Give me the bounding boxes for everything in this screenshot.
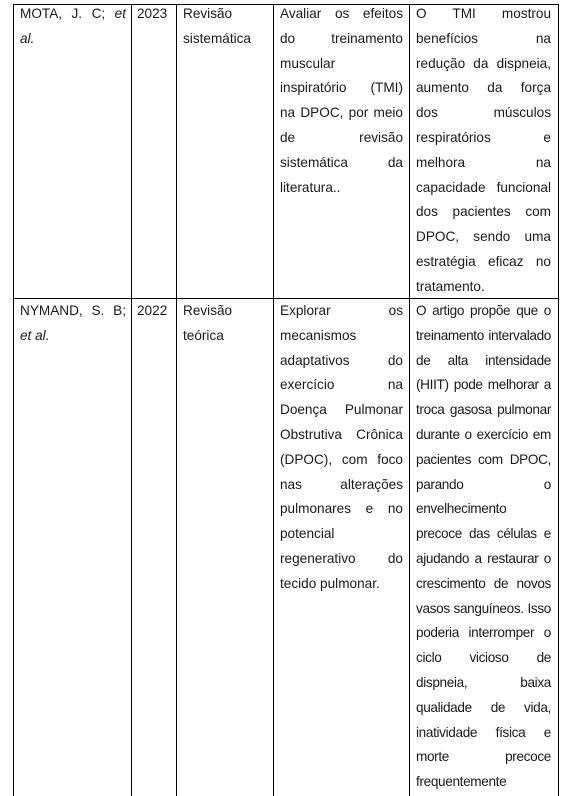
results-line: benefícios na <box>416 30 551 46</box>
objective-line: (DPOC), com foco <box>280 451 403 467</box>
objective-line: regenerativo do <box>280 550 403 566</box>
objective-line: sistemática da <box>280 154 403 170</box>
results-line: treinamento intervalado <box>416 327 551 343</box>
results-line: frequentemente <box>416 774 507 790</box>
author-line: NYMAND, S. B; <box>20 303 126 318</box>
objective-cell <box>280 2 403 200</box>
results-line: ajudando a restaurar o <box>416 550 551 566</box>
objective-line: mecanismos <box>280 327 357 343</box>
results-line: dispneia, baixa <box>416 674 551 690</box>
results-line: (HIIT) pode melhorar a <box>416 377 551 393</box>
author-line: MOTA, J. C; et <box>20 6 126 21</box>
results-line: precoce das células e <box>416 526 551 542</box>
study-type-cell <box>183 299 269 349</box>
objective-line: do treinamento <box>280 30 403 46</box>
results-line: respiratórios e <box>416 129 551 145</box>
objective-cell <box>280 299 403 597</box>
results-line: capacidade funcional <box>416 179 551 195</box>
results-line: tratamento. <box>416 278 485 294</box>
results-line: crescimento de novos <box>416 575 551 591</box>
objective-line: pulmonares e no <box>280 501 403 517</box>
author-line: al. <box>20 30 35 46</box>
results-line: qualidade de vida, <box>416 699 551 715</box>
year-value: 2022 <box>137 303 168 318</box>
results-line: melhora na <box>416 154 551 170</box>
study-type-line: Revisão <box>183 6 233 21</box>
objective-line: muscular <box>280 55 336 71</box>
results-line: ciclo vicioso de <box>416 650 551 666</box>
objective-line: literatura.. <box>280 179 341 195</box>
results-line: troca gasosa pulmonar <box>416 402 551 418</box>
study-type-line: Revisão <box>183 303 233 318</box>
objective-line: potencial <box>280 526 335 542</box>
author-cell <box>20 299 126 349</box>
results-line: pacientes com DPOC, <box>416 451 551 467</box>
results-line: inatividade física e <box>416 724 551 740</box>
results-line: poderia interromper o <box>416 625 551 641</box>
results-line: envelhecimento <box>416 501 507 517</box>
objective-line: Avaliar os efeitos <box>280 6 403 21</box>
results-line: DPOC, sendo uma <box>416 229 551 245</box>
study-type-line: teórica <box>183 327 224 343</box>
objective-line: tecido pulmonar. <box>280 575 380 591</box>
objective-line: adaptativos do <box>280 352 403 368</box>
results-line: durante o exercício em <box>416 426 551 442</box>
results-line: O TMI mostrou <box>416 6 551 21</box>
objective-line: de revisão <box>280 129 403 145</box>
column-divider <box>176 4 177 796</box>
objective-line: inspiratório (TMI) <box>280 80 403 96</box>
results-line: aumento da força <box>416 80 551 96</box>
results-line: de alta intensidade <box>416 352 551 368</box>
column-divider <box>131 4 132 796</box>
results-line: redução da dispneia, <box>416 55 551 71</box>
objective-line: Obstrutiva Crônica <box>280 426 403 442</box>
year-value: 2023 <box>137 6 168 21</box>
results-line: dos músculos <box>416 105 551 121</box>
results-line: parando o <box>416 476 551 492</box>
objective-line: exercício na <box>280 377 403 393</box>
author-line: et al. <box>20 327 50 343</box>
objective-line: Explorar os <box>280 303 403 318</box>
objective-line: na DPOC, por meio <box>280 105 403 121</box>
objective-line: Doença Pulmonar <box>280 402 403 418</box>
column-divider <box>409 4 410 796</box>
table-border-left <box>13 4 14 796</box>
results-line: morte precoce <box>416 749 551 765</box>
study-type-cell <box>183 2 269 52</box>
results-cell <box>416 2 551 300</box>
results-cell <box>416 299 551 795</box>
results-line: estratégia eficaz no <box>416 253 551 269</box>
objective-line: nas alterações <box>280 476 403 492</box>
column-divider <box>273 4 274 796</box>
results-line: O artigo propõe que o <box>416 303 551 318</box>
results-line: dos pacientes com <box>416 204 551 220</box>
table-border-right <box>558 4 559 796</box>
study-type-line: sistemática <box>183 30 251 46</box>
year-cell <box>137 2 173 27</box>
results-line: vasos sanguíneos. Isso <box>416 600 551 616</box>
author-cell <box>20 2 126 52</box>
year-cell <box>137 299 173 324</box>
